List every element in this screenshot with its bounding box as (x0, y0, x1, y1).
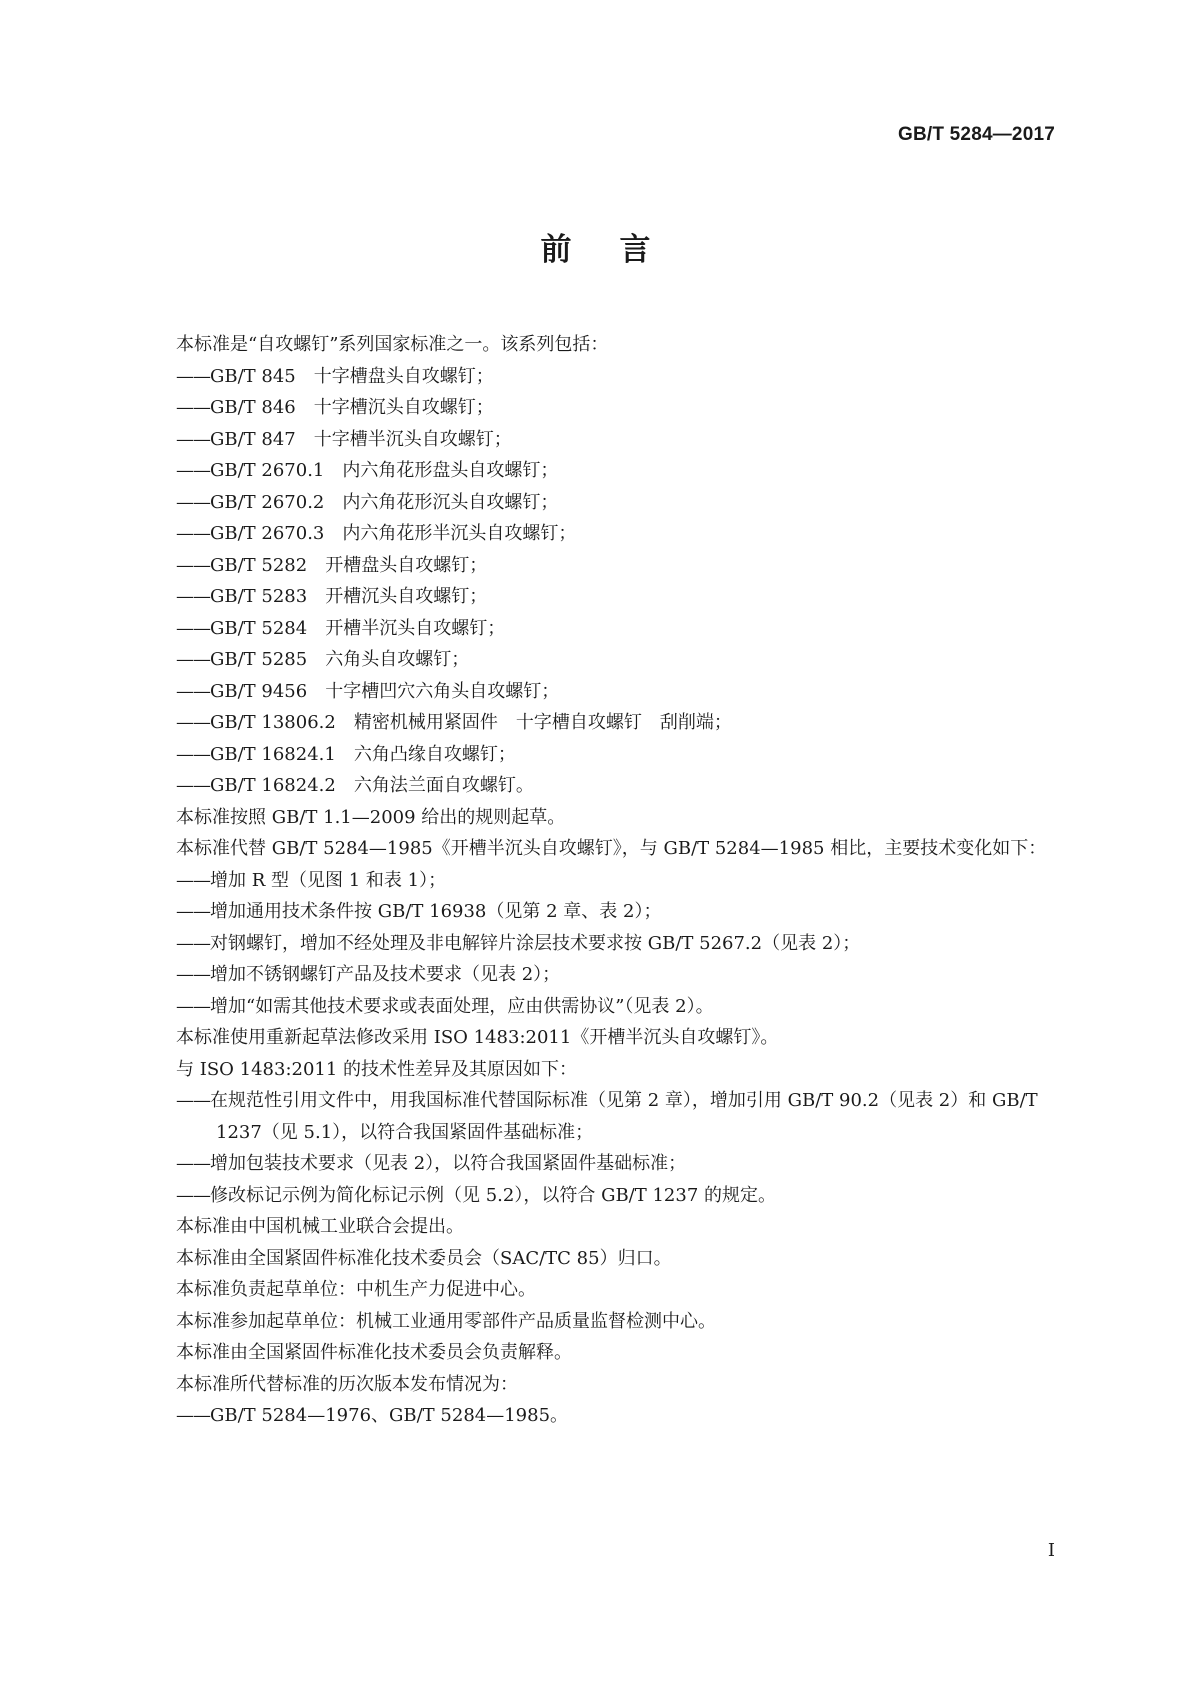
dash-mark: —— (176, 428, 210, 450)
dash-mark: —— (176, 554, 210, 576)
list-item (136, 1400, 1066, 1432)
list-item: ——增加 R 型（见图 1 和表 1）； (176, 869, 447, 891)
list-item: ——GB/T 5284 开槽半沉头自攻螺钉； (176, 617, 506, 639)
list-item: ——GB/T 13806.2 精密机械用紧固件 十字槽自攻螺钉 刮削端； (176, 712, 732, 733)
dash-mark: —— (176, 964, 210, 985)
list-item: ——GB/T 2670.2 内六角花形沉头自攻螺钉； (176, 491, 559, 513)
list-item: ——增加“如需其他技术要求或表面处理，应由供需协议”（见表 2）。 (176, 995, 714, 1017)
dash-mark: —— (176, 743, 210, 765)
dash-mark: —— (176, 397, 210, 418)
list-item: ——GB/T 846 十字槽沉头自攻螺钉； (176, 397, 494, 418)
list-item: ——GB/T 5285 六角头自攻螺钉； (176, 649, 470, 670)
list-item: ——增加包装技术要求（见表 2），以符合我国紧固件基础标准； (176, 1153, 687, 1174)
list-item: ——在规范性引用文件中，用我国标准代替国际标准（见第 2 章），增加引用 GB/T 90.2（见表 2）和 GB/T 1237（见 5.1），以符合我国紧固件基础标准； (176, 1090, 1038, 1143)
standard-code: GB/T 5284—2017 (898, 124, 1055, 145)
list-item: ——修改标记示例为简化标记示例（见 5.2），以符合 GB/T 1237 的规定。 (176, 1184, 776, 1206)
history-intro: 本标准所代替标准的历次版本发布情况为： (176, 1373, 518, 1395)
list-item: ——GB/T 2670.1 内六角花形盘头自攻螺钉； (176, 460, 559, 481)
dash-mark: —— (176, 491, 210, 513)
foreword-body (136, 329, 1066, 1432)
dash-mark: —— (176, 995, 210, 1017)
dash-mark: —— (176, 1090, 210, 1111)
proposer-paragraph: 本标准由中国机械工业联合会提出。 (176, 1216, 464, 1237)
differences-intro: 与 ISO 1483:2011 的技术性差异及其原因如下： (176, 1058, 578, 1080)
dash-mark: —— (176, 680, 210, 702)
list-item: ——GB/T 9456 十字槽凹穴六角头自攻螺钉； (176, 680, 560, 702)
dash-mark: —— (176, 775, 210, 796)
dash-mark: —— (176, 365, 210, 387)
dash-mark: —— (176, 523, 210, 544)
drafting-unit-paragraph: 本标准负责起草单位：中机生产力促进中心。 (176, 1279, 536, 1300)
intro-paragraph: 本标准是“自攻螺钉”系列国家标准之一。该系列包括： (176, 334, 609, 355)
dash-mark: —— (176, 649, 210, 670)
centralized-paragraph: 本标准由全国紧固件标准化技术委员会（SAC/TC 85）归口。 (176, 1247, 672, 1269)
dash-mark: —— (176, 460, 210, 481)
list-item: ——对钢螺钉，增加不经处理及非电解锌片涂层技术要求按 GB/T 5267.2（见表 2）； (176, 932, 861, 954)
list-item: ——GB/T 5283 开槽沉头自攻螺钉； (176, 586, 488, 607)
series-list (136, 361, 1066, 802)
replacement-paragraph: 本标准代替 GB/T 5284—1985《开槽半沉头自攻螺钉》，与 GB/T 5284—1985 相比，主要技术变化如下： (176, 838, 1047, 859)
page-number: I (1047, 1540, 1055, 1561)
list-item: ——GB/T 5282 开槽盘头自攻螺钉； (176, 554, 488, 576)
dash-mark: —— (176, 1153, 210, 1174)
iso-adoption-paragraph: 本标准使用重新起草法修改采用 ISO 1483:2011《开槽半沉头自攻螺钉》。 (176, 1027, 779, 1048)
list-item: ——增加通用技术条件按 GB/T 16938（见第 2 章、表 2）； (176, 901, 662, 922)
history-versions: GB/T 5284—1976、GB/T 5284—1985。 (210, 1405, 569, 1426)
dash-mark: —— (176, 932, 210, 954)
dash-mark: —— (176, 869, 210, 891)
list-item: ——GB/T 16824.1 六角凸缘自攻螺钉； (176, 743, 516, 765)
participating-unit-paragraph: 本标准参加起草单位：机械工业通用零部件产品质量监督检测中心。 (176, 1310, 716, 1332)
interpretation-paragraph: 本标准由全国紧固件标准化技术委员会负责解释。 (176, 1342, 572, 1363)
list-item: ——GB/T 847 十字槽半沉头自攻螺钉； (176, 428, 512, 450)
dash-mark: —— (176, 1184, 210, 1206)
list-item: ——增加不锈钢螺钉产品及技术要求（见表 2）； (176, 964, 561, 985)
dash-mark: —— (176, 617, 210, 639)
differences-list (136, 1085, 1066, 1211)
page-title: 前言 (540, 232, 699, 268)
drafting-rule-paragraph: 本标准按照 GB/T 1.1—2009 给出的规则起草。 (176, 806, 566, 828)
list-item: ——GB/T 16824.2 六角法兰面自攻螺钉。 (176, 775, 534, 796)
dash-mark: —— (176, 712, 210, 733)
dash-mark: —— (176, 901, 210, 922)
changes-list (136, 865, 1066, 1023)
list-item: ——GB/T 2670.3 内六角花形半沉头自攻螺钉； (176, 523, 577, 544)
dash-mark: —— (176, 1405, 210, 1426)
list-item: ——GB/T 845 十字槽盘头自攻螺钉； (176, 365, 494, 387)
dash-mark: —— (176, 586, 210, 607)
